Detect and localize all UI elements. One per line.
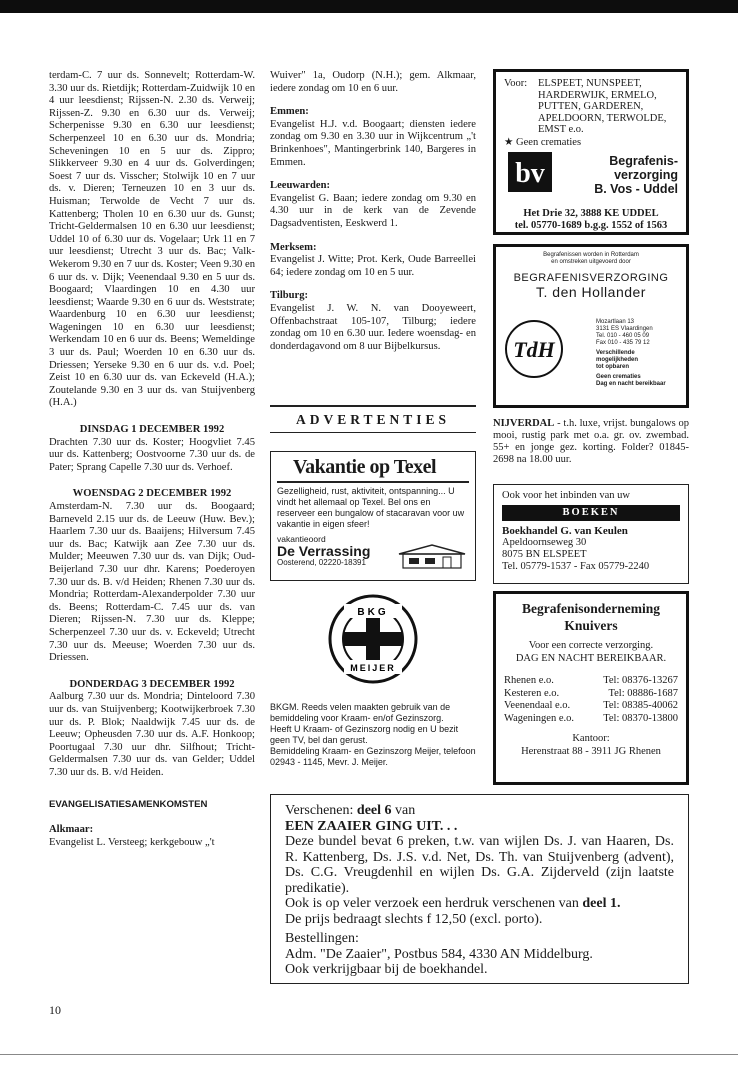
zaaier-l4a: Ook is op veler verzoek een herdruk verschenen van [285, 896, 583, 911]
middle-column [270, 70, 476, 353]
list-item [504, 700, 678, 713]
zaaier-ad [270, 794, 689, 984]
emmen-heading: Emmen: [270, 106, 309, 118]
day-text-thursday: Aalburg 7.30 uur ds. Mondria; Dinteloord 7.30 uur ds. van Stuijvenberg; Kootwijkerbroek 7.30 uur ds. P. Blok; Naaldwijk 7.45 uur ds. de Leeuw; Opheusden 7.30 uur ds. A.F. Honkoop; Poortugaal 7.30 uur dhr. Silfhout; Tricht-Geldermalsen 7.30 uur ds. van Gelder; Uddel 7.30 uur ds. B. v/d Heiden. [49, 691, 255, 778]
knuivers-place: Veenendaal e.o. [504, 700, 571, 711]
zaaier-orders-label: Bestellingen: [285, 931, 359, 946]
texel-ad [270, 451, 476, 581]
knuivers-tel: Tel: 08886-1687 [608, 687, 678, 699]
zaaier-l1b: deel 6 [356, 803, 392, 818]
vos-brand-1: Begrafenis- [609, 154, 678, 168]
vos-contact [496, 208, 686, 231]
bkgm-line-1: BKGM. Reeds velen maakten gebruik van de bemiddeling voor Kraam- en/of Gezinszorg. [270, 702, 451, 723]
bkgm-ad [270, 590, 476, 776]
alkmaar-heading: Alkmaar: [49, 824, 94, 836]
bottom-rule [0, 1054, 738, 1055]
leeuwarden-text: Evangelist G. Baan; iedere zondag om 9.30 en 4.30 uur in de kerk van de Zevende Dagsadventisten, Eeskwerd 1. [270, 192, 476, 229]
vos-logo-text: bv [515, 158, 545, 189]
alkmaar-text: Evangelist L. Versteeg; kerkgebouw „'t [49, 836, 215, 848]
texel-ad-label: vakantieoord [277, 534, 326, 544]
vos-brand [594, 154, 678, 196]
knuivers-tel: Tel: 08376-13267 [603, 675, 678, 686]
nijverdal-heading: NIJVERDAL [493, 418, 555, 429]
knuivers-title-1: Begrafenisonderneming [522, 601, 660, 616]
knuivers-tel: Tel: 08385-40062 [603, 700, 678, 711]
hollander-name-1: BEGRAFENISVERZORGING [513, 272, 669, 284]
knuivers-tel: Tel: 08370-13800 [603, 712, 678, 724]
knuivers-line-1: Voor een correcte verzorging. [528, 640, 654, 651]
hollander-tel: Tel. 010 - 460 05 09 [596, 333, 650, 339]
church-listing-intro: terdam-C. 7 uur ds. Sonnevelt; Rotterdam-W. 3.30 uur ds. Rietdijk; Rotterdam-Zuidwijk 10 en 4 uur leesdienst; Rijssen-N. 2.30 ds. Verweij; Rijssen-Z. 9.30 en 6.30 uur ds. Verweij; Scherpenisse 9.30 en 6.30 uur leesdienst; Scherpenzeel 10 en 6.30 uur ds. Mondria; Scheveningen 10 en 5 uur ds. Zippro; Slikkerveer 9.30 en 4 uur ds. Golverdingen; Soest 7 uur ds. Visscher; Stolwijk 10 en 7 uur ds. v. Dieren; Terneuzen 10 en 3 uur ds. Huisman; Terwolde de Vecht 7 uur ds. Kattenberg; Tholen 10 en 6.30 uur ds. Gunst; Tricht-Geldermalsen 10 en 6.30 uur leesdienst; Uddel 10 of 6.30 uur ds. Vogelaar; Urk 11 en 7 uur leesdienst; Utrecht 3 uur ds. Bac; Valk-Wekerom 9.30 en 7 uur ds. Koster; Veen 9.30 en 6 uur ds. v. Dijk; Veenendaal 9.30 en 5 uur ds. Boogaard; Vlaardingen 10 en 4.30 uur leesdienst; Waarde 9.30 en 6 uur ds. Weststrate; Waardenburg 10 en 6.30 uur leesdienst; Wageningen 10 en 6.30 uur leesdienst; Werkendam 10 en 6 uur ds. Beens; Wemeldinge 3 uur ds. Paul; Woerden 10 en 6.30 uur ds. Driessen; Yerseke 9.30 en 6 uur ds. v.d. Poel; Zeist 10 en 6.30 uur ds. van Eckeveld (H.A.); Zoutelande 9.30 en 3 uur ds. van Stuijvenberg (H.A.) [49, 70, 255, 409]
vos-brand-2: verzorging [614, 168, 678, 182]
hollander-f1: Verschillende [596, 350, 635, 356]
left-column [49, 70, 255, 849]
day-heading-tuesday: DINSDAG 1 DECEMBER 1992 [79, 424, 225, 436]
hollander-small-2: en omstreken uitgevoerd door [551, 259, 631, 265]
hollander-name-2: T. den Hollander [536, 284, 646, 300]
keulen-phone: Tel. 05779-1537 - Fax 05779-2240 [502, 561, 650, 572]
vos-no-cremation-text: Geen crematies [516, 136, 582, 148]
tilburg-heading: Tilburg: [270, 290, 309, 302]
hollander-info [596, 319, 666, 388]
bkgm-logo-bottom: MEIJER [350, 663, 396, 673]
knuivers-place: Kesteren e.o. [504, 687, 560, 699]
alkmaar-continued: Wuiver" 1a, Oudorp (N.H.); gem. Alkmaar, iedere zondag om 10 en 6 uur. [270, 70, 476, 94]
knuivers-place: Wageningen e.o. [504, 712, 575, 724]
zaaier-availability: Ook verkrijgbaar bij de boekhandel. [285, 962, 488, 977]
zaaier-line-1 [285, 803, 674, 819]
vos-ad [493, 69, 689, 235]
vos-address: Het Drie 32, 3888 KE UDDEL [523, 208, 659, 219]
leeuwarden-heading: Leeuwarden: [270, 180, 331, 192]
vos-places: ELSPEET, NUNSPEET, HARDERWIJK, ERMELO, PUTTEN, GARDEREN, APELDOORN, TERWOLDE, EMST e.o. [538, 78, 667, 135]
day-heading-wednesday: WOENSDAG 2 DECEMBER 1992 [72, 488, 232, 500]
hollander-fax: Fax 010 - 435 79 12 [596, 340, 650, 346]
hollander-f5: Dag en nacht bereikbaar [596, 381, 666, 387]
hollander-f3: tot opbaren [596, 364, 629, 370]
knuivers-kantoor-address: Herenstraat 88 - 3911 JG Rhenen [521, 745, 661, 757]
tilburg-text: Evangelist J. W. N. van Dooyeweert, Offenbachstraat 105-107, Tilburg; iedere zondag om 10 en 6.30 uur. Iedere woensdag- en donderdagavond om 8 uur Bijbelkursus. [270, 302, 476, 352]
zaaier-l4b: deel 1. [582, 896, 621, 911]
hollander-ad [493, 244, 689, 408]
vos-logo [508, 152, 552, 192]
nijverdal-text: - t.h. luxe, vrijst. bungalows op mooi, rustig park met o.a. gr. ov. zwembad. 55+ en jonge gez. korting. Folder? 01845-2698 na 18.00 uur. [493, 418, 689, 465]
merksem-heading: Merksem: [270, 241, 317, 253]
list-item [504, 675, 678, 688]
bkgm-logo-top: BKG [357, 607, 389, 618]
keulen-boeken-bar: BOEKEN [502, 505, 680, 521]
knuivers-phone-list [504, 675, 678, 725]
list-item [504, 688, 678, 701]
texel-ad-phone: Oosterend, 02220-18391 [277, 558, 366, 567]
day-text-wednesday: Amsterdam-N. 7.30 uur ds. Boogaard; Barneveld 2.15 uur ds. de Leeuw (Huw. Bev.); Haarlem 7.30 uur ds. Baaijens; Hilversum 7.45 uur ds. Bac; Katwijk aan Zee 7.30 uur ds. Mulder; Meeuwen 7.30 uur ds. van Dijk; Oud-Beijerland 7.30 uur dhr. Karens; Poederoyen 7.30 uur ds. B. v/d Heiden; Rhenen 7.30 uur ds. Mondria; Rotterdam-Alexanderpolder 7.30 uur ds. Beens; Rotterdam-C. 7.45 uur ds. van Dieren; Rijssen-N. 7.30 uur ds. Kleppe; Scherpenzeel 7.30 uur ds. v. Eckeveld; Utrecht 7.30 uur ds. Meeuse; Woerden 7.30 uur ds. Driessen. [49, 501, 255, 664]
advertenties-title: ADVERTENTIES [270, 405, 476, 433]
list-item [504, 713, 678, 726]
hollander-street: Mozartlaan 13 [596, 319, 635, 325]
zaaier-title: EEN ZAAIER GING UIT. . . [285, 818, 458, 834]
keulen-ad [493, 484, 689, 584]
vos-no-cremation [504, 137, 678, 149]
bkgm-ad-text [270, 702, 476, 768]
hollander-city: 3131 ES Vlaardingen [596, 326, 653, 332]
hollander-monogram-text: TdH [513, 337, 555, 362]
zaaier-l1c: van [391, 803, 416, 818]
texel-ad-title: Vakantie op Texel [277, 456, 469, 483]
nijverdal-ad [493, 418, 689, 466]
hollander-small-1: Begrafenissen worden in Rotterdam [543, 252, 639, 258]
vos-phone: tel. 05770-1689 b.g.g. 1552 of 1563 [514, 219, 668, 231]
keulen-street: Apeldoornseweg 30 [502, 537, 587, 548]
star-icon: ★ [504, 136, 514, 148]
zaaier-price: De prijs bedraagt slechts f 12,50 (excl. porto). [285, 911, 543, 927]
top-border [0, 0, 738, 13]
bungalow-icon [397, 542, 467, 570]
merksem-text: Evangelist J. Witte; Prot. Kerk, Oude Barreellei 64; iedere zondag om 10 en 5 uur. [270, 254, 476, 278]
day-text-tuesday: Drachten 7.30 uur ds. Koster; Hoogvliet 7.45 uur ds. Kattenberg; Oostvoorne 7.30 uur ds. de Pater; Sprang Capelle 7.30 uur ds. Verhoef. [49, 436, 255, 473]
keulen-city: 8075 BN ELSPEET [502, 549, 587, 560]
knuivers-place: Rhenen e.o. [504, 675, 554, 686]
bkgm-line-3: Bemiddeling Kraam- en Gezinszorg Meijer, telefoon 02943 - 1145, Mevr. J. Meijer. [270, 746, 476, 767]
texel-ad-name: De Verrassing [277, 543, 371, 559]
knuivers-kantoor-label: Kantoor: [572, 733, 610, 744]
vos-brand-3: B. Vos - Uddel [594, 182, 678, 196]
hollander-f4: Geen crematies [596, 374, 641, 380]
texel-ad-text: Gezelligheid, rust, aktiviteit, ontspanning... U vindt het allemaal op Texel. Bel ons en reserveer een bungalow of stacaravan voor uw vakantie in eigen sfeer! [277, 486, 465, 529]
evangelisatie-heading: EVANGELISATIESAMENKOMSTEN [49, 799, 208, 811]
knuivers-ad [493, 591, 689, 785]
emmen-text: Evangelist H.J. v.d. Boogaart; diensten iedere zondag om 9.30 en 3.30 uur in Wijkcentrum „'t Brinkenhoes", Mantingerbrink 140, Bargeres in Emmen. [270, 118, 476, 168]
zaaier-address: Adm. "De Zaaier", Postbus 584, 4330 AN Middelburg. [285, 946, 593, 962]
bkgm-line-2: Heeft U Kraam- of Gezinszorg nodig en U bezit geen TV, bel dan gerust. [270, 724, 459, 745]
zaaier-line-4 [285, 896, 674, 912]
hollander-f2: mogelijkheden [596, 357, 639, 363]
vos-voor-label: Voor: [504, 78, 528, 89]
page-number: 10 [49, 1003, 61, 1017]
knuivers-title-2: Knuivers [564, 618, 618, 633]
keulen-intro: Ook voor het inbinden van uw [502, 490, 631, 501]
keulen-name: Boekhandel G. van Keulen [502, 525, 628, 537]
zaaier-description: Deze bundel bevat 6 preken, t.w. van wijlen Ds. J. van Haaren, Ds. R. Kattenberg, Ds. J.S. v.d. Net, Ds. Th. van Stuijvenberg (advent), Ds. C.G. Vreugdenhil en wijlen Ds. G.A. Zijderveld (zijn laatste predikatie). [285, 834, 674, 896]
bkgm-logo [328, 594, 418, 684]
zaaier-l1a: Verschenen: [285, 803, 357, 818]
hollander-monogram [504, 319, 564, 379]
knuivers-line-2: DAG EN NACHT BEREIKBAAR. [515, 652, 667, 664]
day-heading-thursday: DONDERDAG 3 DECEMBER 1992 [69, 678, 235, 690]
